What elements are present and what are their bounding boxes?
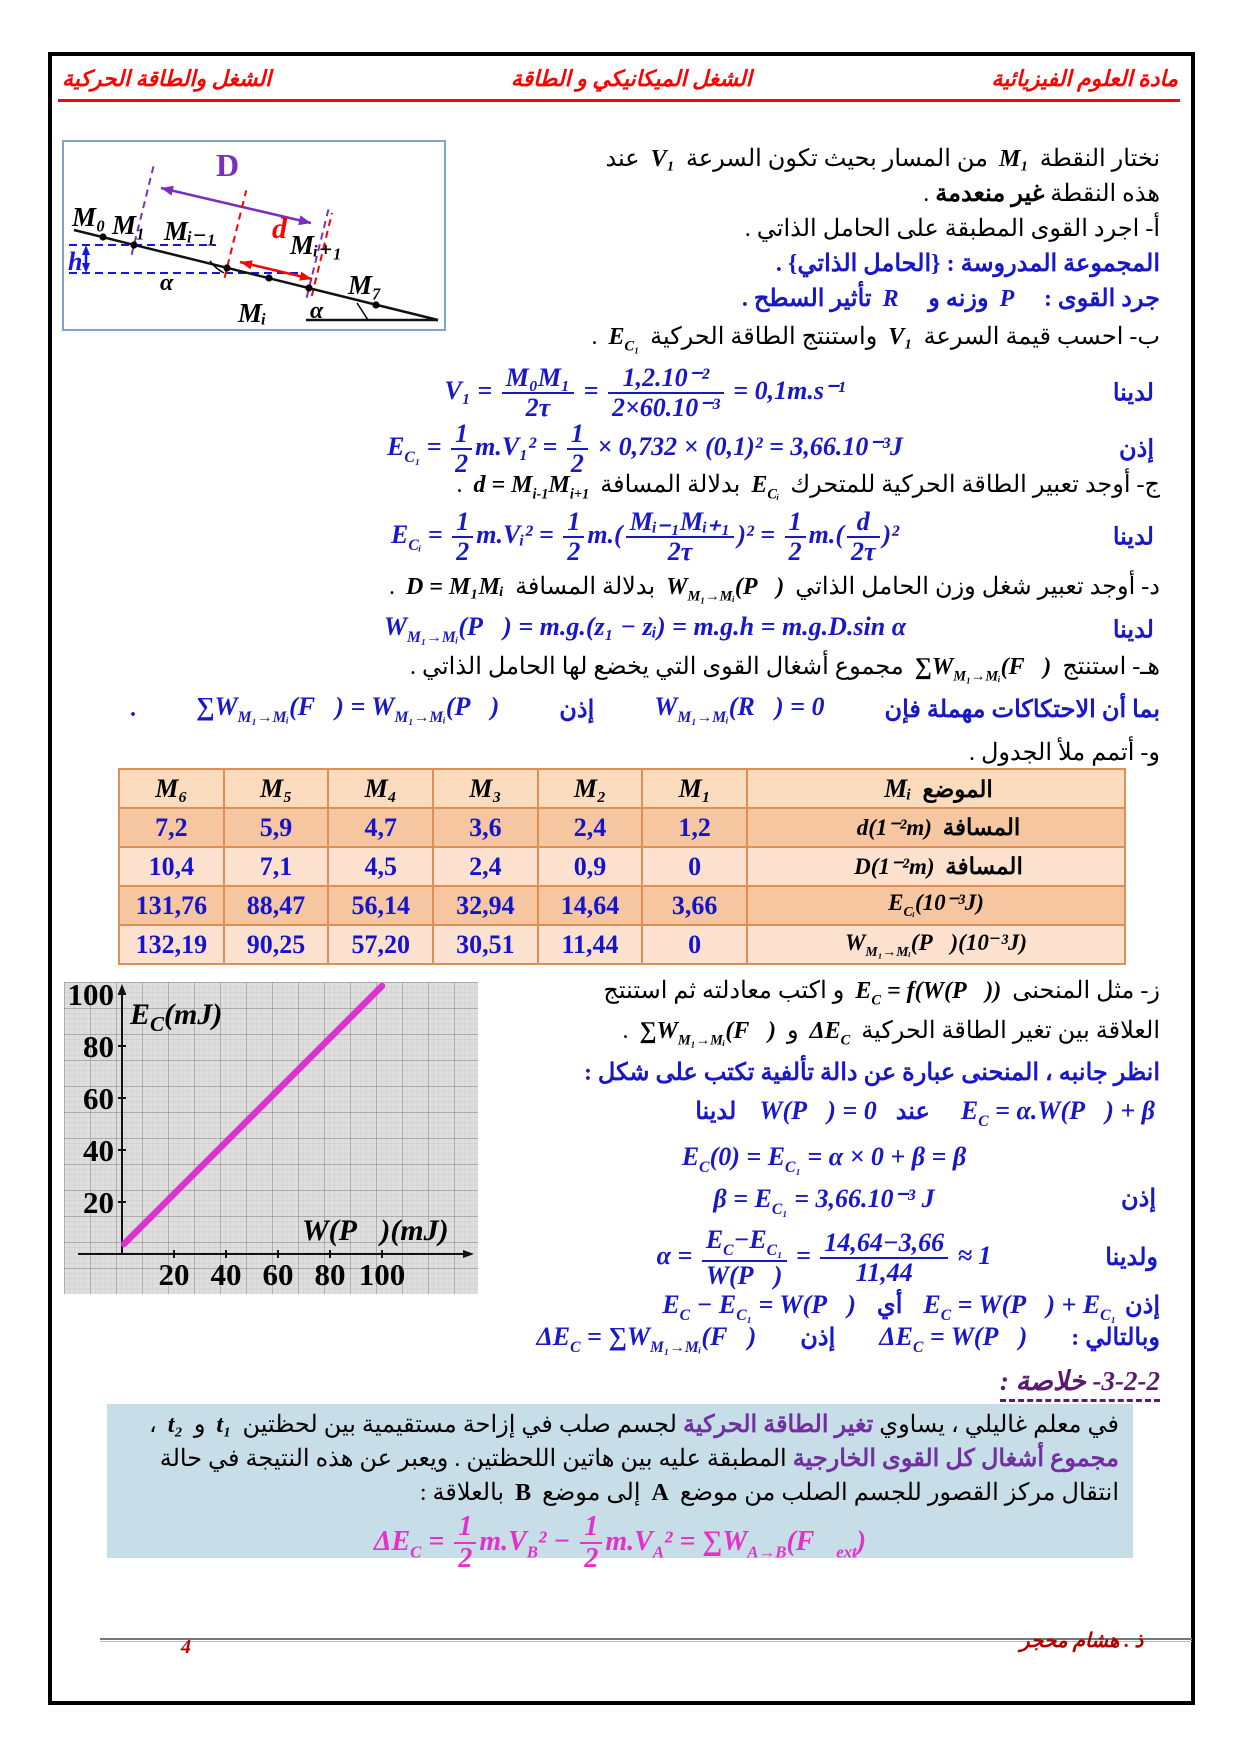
point-dot-mi	[265, 274, 272, 281]
point-dot-m0	[99, 233, 106, 240]
col-head-m1: M₁	[642, 769, 747, 808]
alpha-label-1: α	[160, 270, 174, 296]
question-a: أ- اجرد القوى المطبقة على الحامل الذاتي .	[744, 216, 1160, 242]
table-row-eci: $E_{Cᵢ}(10^{-3}J)$ 3,66 14,64 32,94 56,14 88,47 131,76	[119, 886, 1125, 925]
formula-row-ec1	[130, 418, 1160, 478]
d-label: d	[272, 212, 287, 245]
intro-paragraph	[455, 142, 1160, 317]
summary-formula-row	[121, 1512, 1119, 1574]
x-tick-100: 100	[358, 1257, 406, 1292]
summary-box	[107, 1404, 1133, 1575]
point-dot-m7	[372, 301, 379, 308]
col-head-m2: M₂	[538, 769, 643, 808]
y-tick-20: 20	[83, 1185, 114, 1220]
x-tick-60: 60	[262, 1257, 294, 1292]
x-tick-80: 80	[314, 1257, 346, 1292]
summary-line-3: انتقال مركز القصور للجسم الصلب من موضع A إلى موضع B بالعلاقة :	[419, 1480, 1119, 1506]
header-position-cell: الموضع Mᵢ	[747, 769, 1125, 808]
alpha-line: ولدينا α = $\frac{E_C-E_{C_1}}{W(P⃗)}$ = $\frac{14,64-3,66}{11,44}$ ≈ 1	[656, 1225, 1158, 1290]
question-z-line1: ز- مثل المنحنى $E_C$ = f(W(P⃗)) و اكتب معادلته ثم استنتج	[603, 978, 1160, 1009]
graph-wrap	[64, 982, 478, 1299]
table-row-d: المسافة d(1⁻²m) 1,2 2,4 3,6 4,7 5,9 7,2	[119, 808, 1125, 847]
y-axis-label: $E_C(mJ)$	[130, 998, 223, 1036]
point-dot-m1	[130, 241, 137, 248]
question-z-line2: العلاقة بين تغير الطاقة الحركية $\Delta E_C$ و $\sum W_{M_1\to Mᵢ}(F⃗)$ .	[622, 1018, 1160, 1049]
mi-label: Mᵢ	[238, 298, 267, 325]
col-head-m5: M₅	[224, 769, 329, 808]
header	[62, 66, 1178, 92]
mi-minus-label: Mᵢ₋₁	[164, 216, 217, 246]
mi-plus-label: Mᵢ₊₁	[290, 230, 343, 260]
math-v1: V₁	[650, 146, 675, 172]
formula-ec1: $E_{C_1}$ = $\frac{1}{2}$ m.V₁² = $\frac{1}{2}$ × 0,732 × (0,1)² = 3,66.10⁻³J	[387, 418, 903, 478]
formula-row-wp: لدينا $W_{M_1\to Mᵢ}(P⃗) = m.g.(z_1$ − zᵢ) = m.g.h = m.g.D.sin α	[383, 612, 1154, 647]
vector-r-icon: R⃗	[882, 286, 918, 312]
question-c: ج- أوجد تعبير الطاقة الحركية للمتحرك $E_{Cᵢ}$ بدلالة المسافة $d = M_{i-1}M_{i+1}$ .	[456, 472, 1160, 503]
point-dot-mi-minus	[223, 264, 230, 271]
y-tick-60: 60	[83, 1081, 114, 1116]
y-tick-100: 100	[67, 982, 114, 1012]
col-head-m6: M₆	[119, 769, 224, 808]
alpha-arc-2	[357, 303, 368, 320]
summary-heading-row	[130, 1366, 1160, 1402]
vector-p-icon: P⃗	[999, 286, 1033, 312]
intro-line-2: هذه النقطة غير منعدمة .	[923, 181, 1160, 207]
studied-system-line: المجموعة المدروسة : {الحامل الذاتي} .	[775, 251, 1160, 277]
formula-row-v1	[130, 364, 1160, 422]
ec0-line: $E_C(0) = E_{C_1} = \alpha \times 0 + \beta = \beta$	[681, 1142, 967, 1177]
y-tick-80: 80	[83, 1029, 114, 1064]
summary-line-1: في معلم غاليلي ، يساوي تغير الطاقة الحركية لجسم صلب في إزاحة مستقيمية بين لحظتين t₁ و t₂ ،	[149, 1412, 1119, 1438]
question-f: و- أتمم ملأ الجدول .	[968, 740, 1160, 766]
table-row-D: المسافة D(1⁻²m) 0 0,9 2,4 4,5 7,1 10,4	[119, 847, 1125, 886]
beta-line: إذن $\beta = E_{C_1} = 3,66.10^{-3}$ J	[713, 1184, 1156, 1219]
kinetic-energy-theorem-formula: $\Delta E_C$ = $\frac{1}{2}$ $m.V_B^2$ − $\frac{1}{2}$ $m.V_A^2$ = $\sum W_{A\to B}(F⃗_{ext})$	[373, 1511, 867, 1575]
alpha-label-2: α	[310, 298, 324, 324]
table-row-w: $W_{M_1\to Mᵢ}(P⃗)(10^{-3}J)$ 0 11,44 30,51 57,20 90,25 132,19	[119, 925, 1125, 964]
side-note: انظر جانبه ، المنحنى عبارة عن دالة تألفية تكتب على شكل :	[583, 1060, 1160, 1086]
thus-line: وبالتالي : $\Delta E_C$ = W(P⃗) إذن $\Delta E_C$ = $\sum W_{M_1\to Mᵢ}(F⃗)$	[536, 1322, 1160, 1357]
x-tick-20: 20	[158, 1257, 190, 1292]
y-tick-40: 40	[83, 1133, 114, 1168]
question-e: هـ- استنتج $\sum W_{M_1\to Mᵢ}(F⃗)$ مجموع أشغال القوى التي يخضع لها الحامل الذاتي .	[409, 654, 1160, 685]
D-label: D	[216, 147, 240, 183]
header-lesson: الشغل والطاقة الحركية	[62, 66, 272, 91]
x-tick-40: 40	[210, 1257, 242, 1292]
math-m1: M₁	[999, 146, 1029, 172]
curve-discussion	[488, 976, 1160, 1336]
table-wrap	[118, 768, 1126, 965]
keyword-have: لدينا	[1112, 380, 1154, 407]
question-b: ب- احسب قيمة السرعة V₁ واستنتج الطاقة الحركية $E_{C_1}$ .	[591, 324, 1160, 355]
dashed-perp-m1	[132, 163, 155, 255]
keyword-so: إذن	[1119, 436, 1154, 463]
m0-label: M₀	[72, 202, 106, 232]
friction-conclusion: بما أن الاحتكاكات مهملة فإن $W_{M_1\to Mᵢ}(R⃗) = 0$ إذن $\sum W_{M_1\to Mᵢ}(F⃗)$ = $W_{M_1\to Mᵢ}(P⃗)$ .	[130, 692, 1160, 727]
affine-line: $E_C$ = α.W(P⃗) + β عند W(P⃗) = 0 لدينا	[695, 1096, 1155, 1131]
question-d: د- أوجد تعبير شغل وزن الحامل الذاتي $W_{M_1\to Mᵢ}(P⃗)$ بدلالة المسافة D = M₁Mᵢ .	[388, 574, 1160, 605]
intro-line-1: نختار النقطة M₁ من المسار بحيث تكون السرعة V₁ عند	[605, 146, 1160, 172]
header-subject: مادة العلوم الفيزيائية	[991, 66, 1178, 91]
point-dot-mi-plus	[305, 284, 312, 291]
incline-diagram	[64, 142, 440, 325]
table-header-row	[119, 769, 1125, 808]
formula-row-eci: لدينا $E_{Cᵢ}$ = $\frac{1}{2}$ m.Vᵢ² = $\frac{1}{2}$ m.( $\frac{\text{Mᵢ₋₁Mᵢ₊₁}}{2\tau}$ )² = $\frac{1}{2}$ m.( $\frac{d}{2\tau}$ )²	[391, 506, 1154, 566]
highlight-external-forces-work: مجموع أشغال كل القوى الخارجية	[792, 1446, 1119, 1472]
ec-vs-w-graph	[64, 982, 478, 1294]
diagram-box	[62, 140, 446, 331]
footer-teacher: ذ . هشام محجر	[1020, 1630, 1144, 1652]
then-line: إذن $E_C$ = W(P⃗) + $E_{C_1}$ أي $E_C - E_{C_1}$ = W(P⃗)	[662, 1289, 1160, 1324]
col-head-m4: M₄	[328, 769, 433, 808]
formula-eci: $E_{Cᵢ}$ = $\frac{1}{2}$ m.Vᵢ² = $\frac{1}{2}$ m.( $\frac{\text{Mᵢ₋₁Mᵢ₊₁}}{2\tau}$ )² = $\frac{1}{2}$ m.( $\frac{d}{2\tau}$ )²	[391, 506, 899, 566]
m1-label: M₁	[112, 210, 146, 240]
footer-page-number: 4	[181, 1636, 191, 1658]
x-axis-label: W(P⃗)(mJ)	[302, 1214, 449, 1247]
header-underline	[58, 99, 1180, 102]
data-table	[118, 768, 1126, 965]
summary-heading: 3-2-2- خلاصة :	[1000, 1366, 1160, 1402]
header-topic: الشغل الميكانيكي و الطاقة	[510, 66, 752, 91]
highlight-kinetic-energy-change: تغير الطاقة الحركية	[682, 1412, 874, 1438]
bold-phrase: غير منعدمة	[935, 181, 1045, 207]
m7-label: M₇	[348, 270, 382, 300]
col-head-m3: M₃	[433, 769, 538, 808]
formula-v1: V₁ = $\frac{\text{M₀M₁}}{2\tau}$ = $\frac{\text{1,2.10⁻²}}{\text{2×60.10⁻³}}$ = 0,1m.s⁻¹	[444, 362, 846, 422]
h-label: h	[68, 247, 83, 276]
summary-line-2: مجموع أشغال كل القوى الخارجية المطبقة عليه بين هاتين اللحظتين . ويعبر عن هذه النتيجة في حالة	[159, 1446, 1119, 1472]
formula-wp: $W_{M_1\to Mᵢ}(P⃗) = m.g.(z_1$ − zᵢ) = m.g.h = m.g.D.sin α	[383, 612, 907, 647]
forces-line: جرد القوى : P⃗ وزنه و R⃗ تأثير السطح .	[741, 286, 1160, 312]
